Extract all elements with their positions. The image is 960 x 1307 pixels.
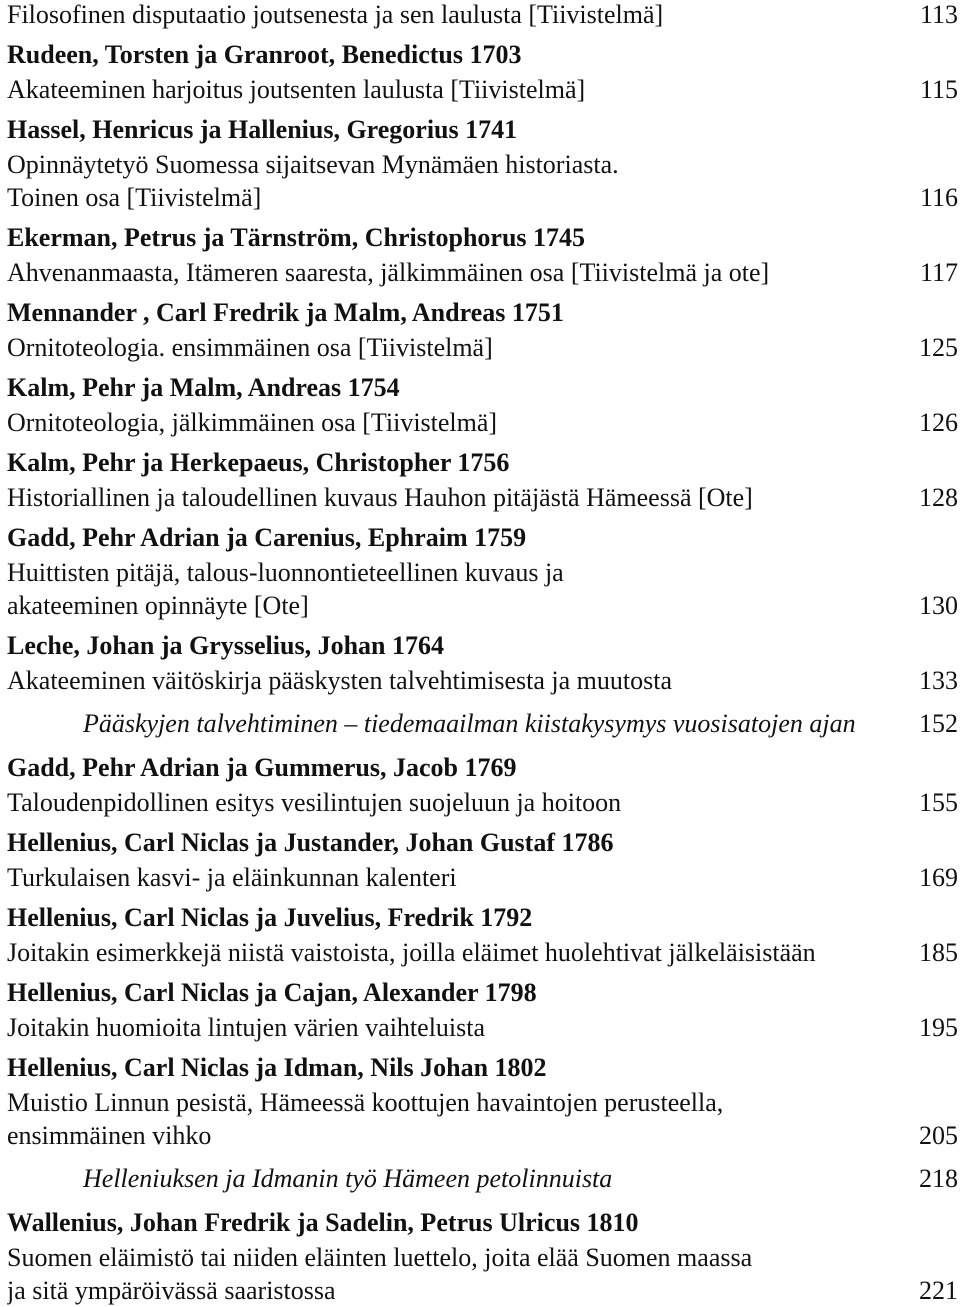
entry-authors: Leche, Johan ja Grysselius, Johan 1764 — [7, 631, 444, 660]
entry-title: Ornitoteologia. ensimmäinen osa [Tiivistelmä] — [7, 333, 493, 362]
entry-title: Toinen osa [Tiivistelmä] — [7, 183, 262, 212]
entry-title: Joitakin huomioita lintujen värien vaihteluista — [7, 1013, 486, 1042]
toc-entry — [7, 220, 958, 289]
page-number: 185 — [919, 938, 958, 967]
commentary-title: Helleniuksen ja Idmanin työ Hämeen petolinnuista — [83, 1164, 613, 1193]
entry-authors: Kalm, Pehr ja Malm, Andreas 1754 — [7, 373, 400, 402]
entry-authors: Hellenius, Carl Niclas ja Justander, Johan Gustaf 1786 — [7, 828, 614, 857]
entry-authors: Mennander , Carl Fredrik ja Malm, Andreas 1751 — [7, 298, 564, 327]
entry-authors: Hassel, Henricus ja Hallenius, Gregorius 1741 — [7, 115, 518, 144]
entry-title: Huittisten pitäjä, talous-luonnontieteellinen kuvaus ja — [7, 558, 564, 587]
entry-title-line — [7, 256, 958, 289]
entry-title-line — [7, 1086, 958, 1119]
entry-title-line — [7, 1241, 958, 1274]
entry-title-line — [7, 589, 958, 622]
toc-entry — [7, 112, 958, 214]
entry-title-line — [7, 406, 958, 439]
entry-title: Opinnäytetyö Suomessa sijaitsevan Mynämäen historiasta. — [7, 150, 619, 179]
entry-commentary-line — [7, 1162, 958, 1195]
toc-entry — [7, 900, 958, 969]
entry-title-line — [7, 786, 958, 819]
entry-title-line — [7, 664, 958, 697]
toc-entry — [7, 520, 958, 622]
entry-title: Joitakin esimerkkejä niistä vaistoista, joilla eläimet huolehtivat jälkeläisistään — [7, 938, 816, 967]
entry-title: Ahvenanmaasta, Itämeren saaresta, jälkimmäinen osa [Tiivistelmä ja ote] — [7, 258, 770, 287]
toc-entry — [7, 975, 958, 1044]
entry-title: ensimmäinen vihko — [7, 1121, 212, 1150]
toc-entry — [7, 37, 958, 106]
page-number: 116 — [919, 183, 958, 212]
toc-entry — [7, 295, 958, 364]
page-number: 152 — [919, 709, 958, 738]
toc-entry — [7, 445, 958, 514]
page-number: 155 — [919, 788, 958, 817]
entry-title: ja sitä ympäröivässä saaristossa — [7, 1276, 336, 1305]
page-number: 195 — [919, 1013, 958, 1042]
entry-title-line — [7, 73, 958, 106]
toc-entry — [7, 1205, 958, 1307]
entry-title-line — [7, 0, 958, 31]
page-number: 113 — [919, 0, 958, 29]
entry-title-line — [7, 1119, 958, 1152]
entry-title-line — [7, 556, 958, 589]
commentary-title: Pääskyjen talvehtiminen – tiedemaailman kiistakysymys vuosisatojen ajan — [83, 709, 856, 738]
page-number: 128 — [919, 483, 958, 512]
page-number: 133 — [919, 666, 958, 695]
toc-entry — [7, 0, 958, 31]
entry-title: Filosofinen disputaatio joutsenesta ja sen laulusta [Tiivistelmä] — [7, 0, 664, 29]
page-number: 115 — [919, 75, 958, 104]
entry-commentary-line — [7, 707, 958, 740]
entry-title-line — [7, 148, 958, 181]
entry-authors: Hellenius, Carl Niclas ja Juvelius, Fredrik 1792 — [7, 903, 533, 932]
entry-title: Taloudenpidollinen esitys vesilintujen suojeluun ja hoitoon — [7, 788, 622, 817]
page-number: 130 — [919, 591, 958, 620]
page-number: 126 — [919, 408, 958, 437]
entry-authors: Rudeen, Torsten ja Granroot, Benedictus 1703 — [7, 40, 522, 69]
entry-authors: Hellenius, Carl Niclas ja Idman, Nils Johan 1802 — [7, 1053, 547, 1082]
entry-title: Muistio Linnun pesistä, Hämeessä koottujen havaintojen perusteella, — [7, 1088, 724, 1117]
entry-title-line — [7, 331, 958, 364]
toc-entry — [7, 750, 958, 819]
page-number: 117 — [919, 258, 958, 287]
toc-entry — [7, 1050, 958, 1195]
entry-title-line — [7, 181, 958, 214]
entry-authors: Gadd, Pehr Adrian ja Gummerus, Jacob 1769 — [7, 753, 517, 782]
page-number: 221 — [919, 1276, 958, 1305]
entry-title: Turkulaisen kasvi- ja eläinkunnan kalenteri — [7, 863, 457, 892]
toc-entry — [7, 628, 958, 740]
page-number: 218 — [919, 1164, 958, 1193]
entry-title-line — [7, 1274, 958, 1307]
entry-title: Suomen eläimistö tai niiden eläinten luettelo, joita elää Suomen maassa — [7, 1243, 753, 1272]
entry-title-line — [7, 936, 958, 969]
entry-title: akateeminen opinnäyte [Ote] — [7, 591, 309, 620]
entry-title: Ornitoteologia, jälkimmäinen osa [Tiivistelmä] — [7, 408, 498, 437]
entry-title-line — [7, 1011, 958, 1044]
entry-title-line — [7, 481, 958, 514]
entry-title-line — [7, 861, 958, 894]
toc-entry — [7, 370, 958, 439]
toc-entry — [7, 825, 958, 894]
page-number: 125 — [919, 333, 958, 362]
entry-authors: Wallenius, Johan Fredrik ja Sadelin, Petrus Ulricus 1810 — [7, 1208, 639, 1237]
entry-authors: Hellenius, Carl Niclas ja Cajan, Alexander 1798 — [7, 978, 537, 1007]
entry-authors: Ekerman, Petrus ja Tärnström, Christophorus 1745 — [7, 223, 586, 252]
entry-title: Akateeminen väitöskirja pääskysten talvehtimisesta ja muutosta — [7, 666, 672, 695]
entry-title: Akateeminen harjoitus joutsenten laulusta [Tiivistelmä] — [7, 75, 586, 104]
entry-authors: Kalm, Pehr ja Herkepaeus, Christopher 1756 — [7, 448, 510, 477]
entry-title: Historiallinen ja taloudellinen kuvaus Hauhon pitäjästä Hämeessä [Ote] — [7, 483, 753, 512]
entry-authors: Gadd, Pehr Adrian ja Carenius, Ephraim 1759 — [7, 523, 527, 552]
page-number: 169 — [919, 863, 958, 892]
page-number: 205 — [919, 1121, 958, 1150]
